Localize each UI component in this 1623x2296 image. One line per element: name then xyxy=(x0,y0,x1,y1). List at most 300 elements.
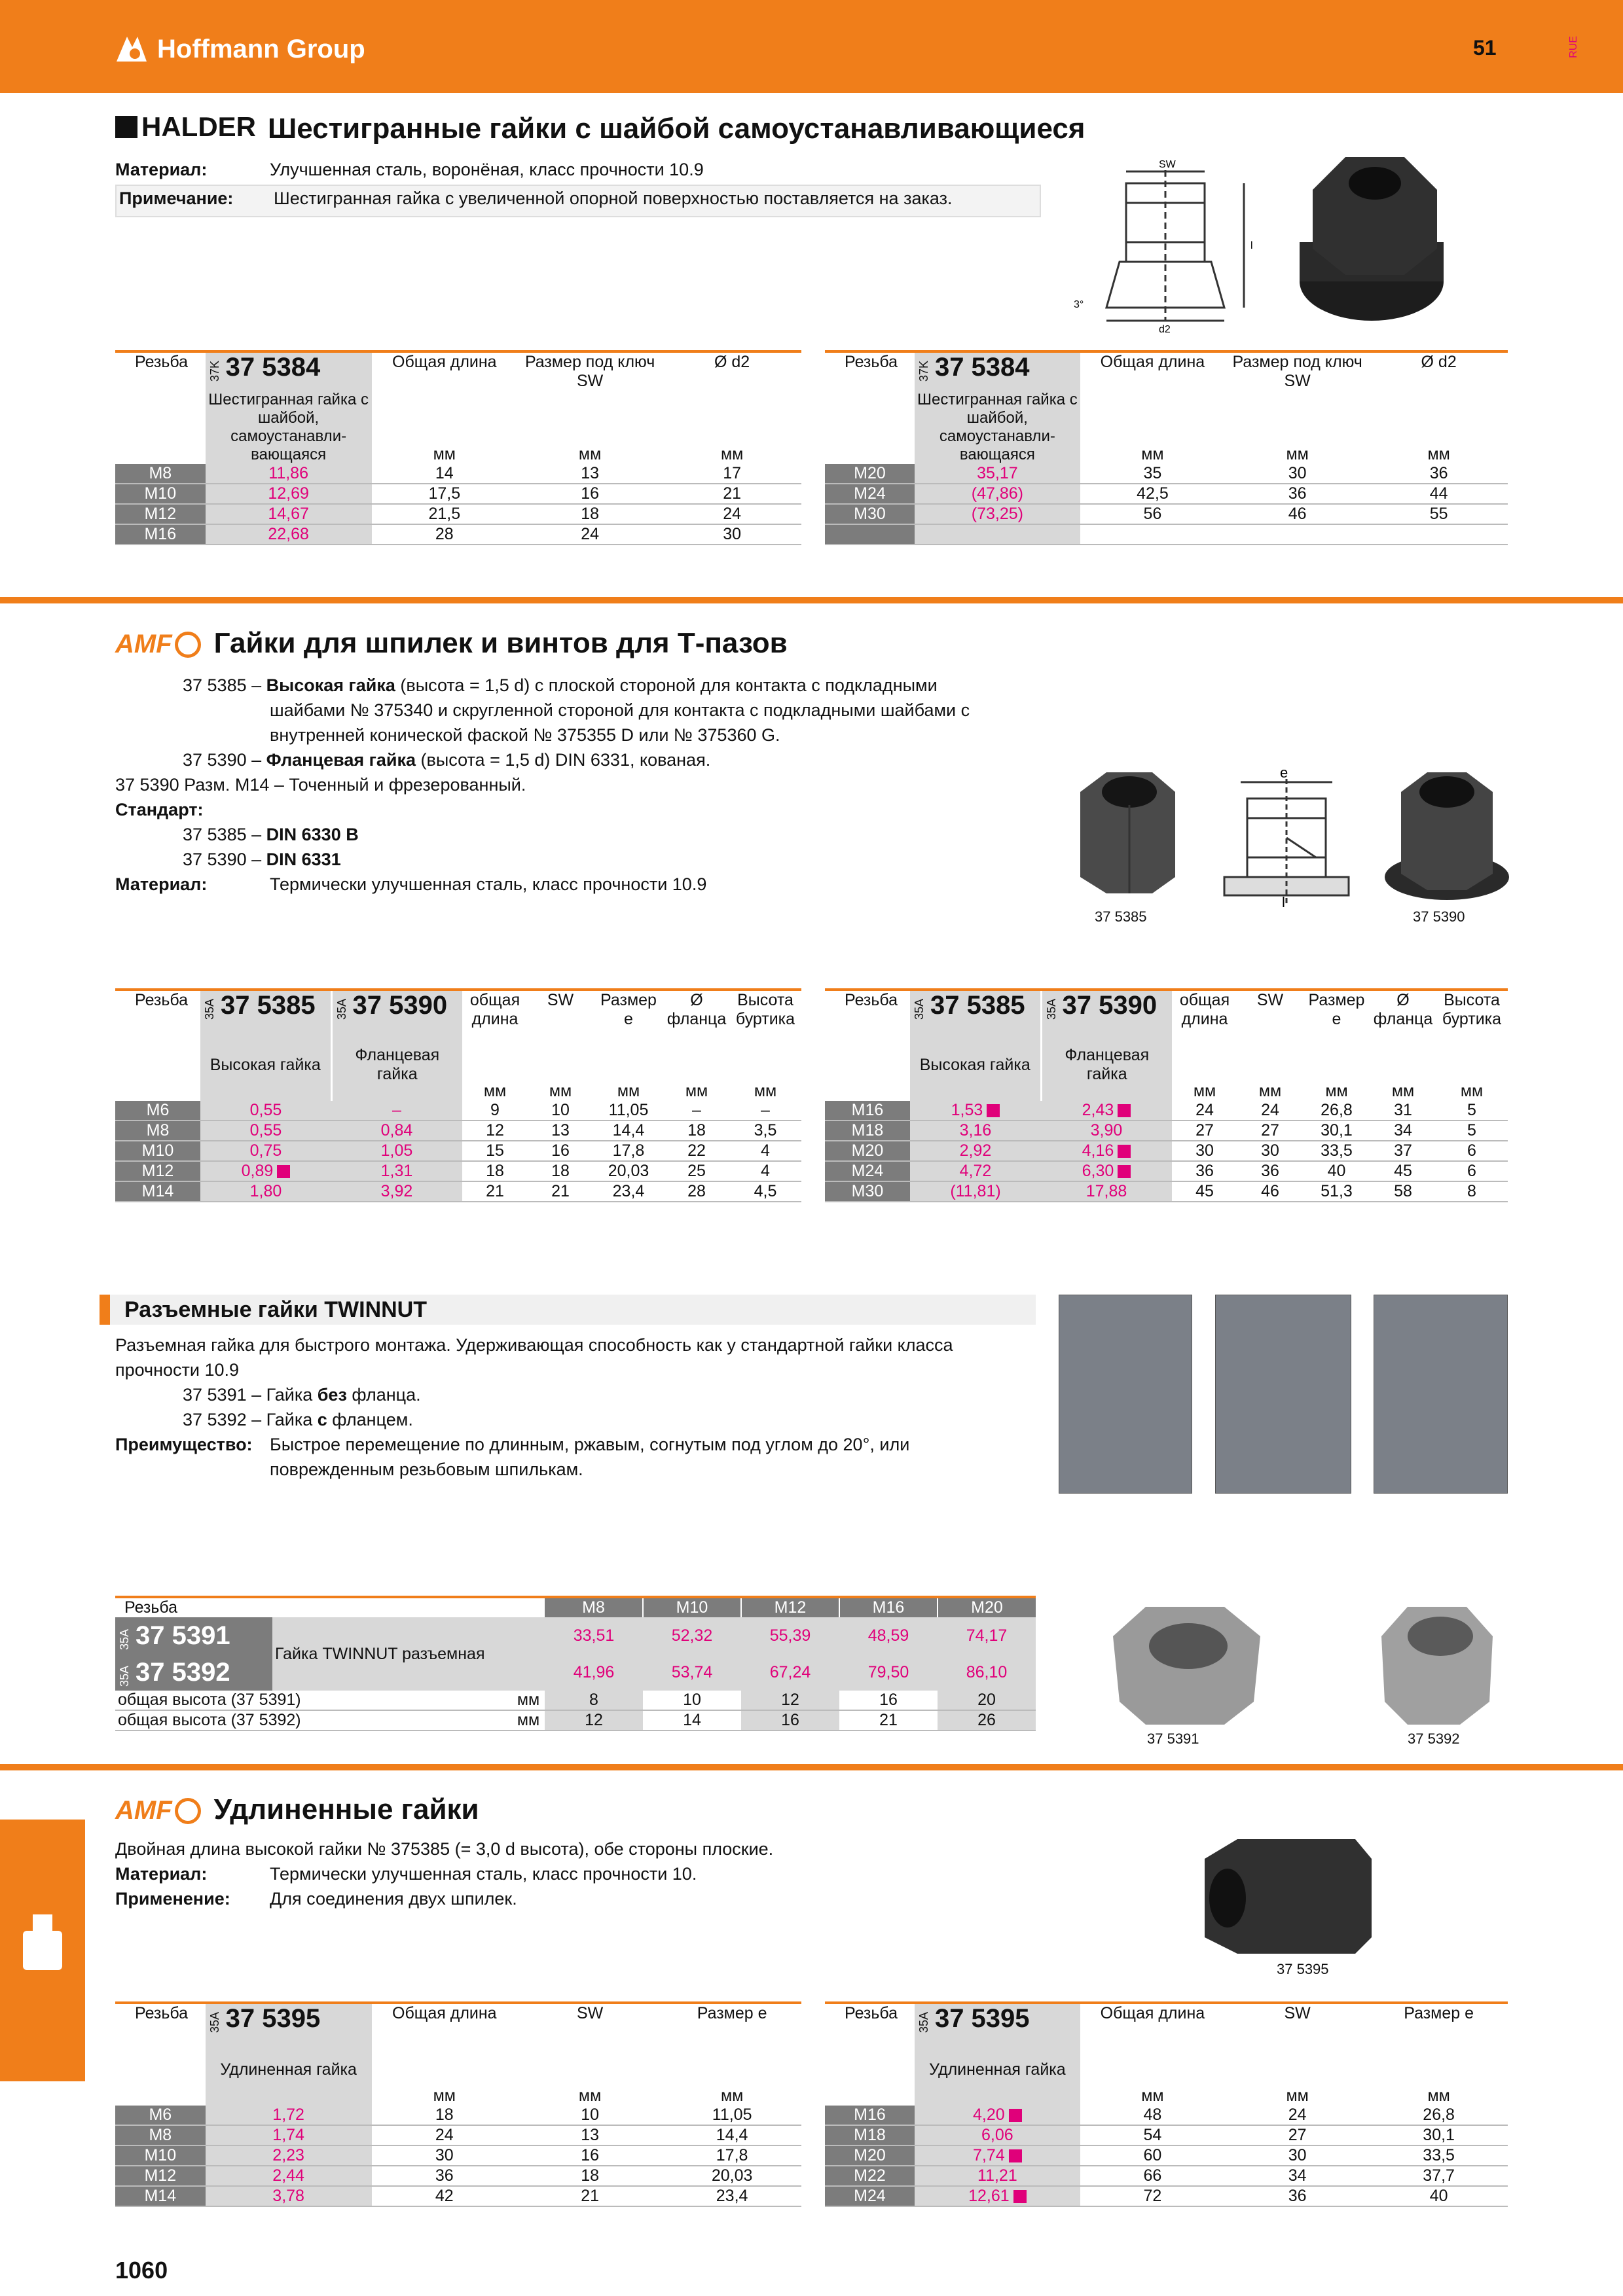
value: 37,7 xyxy=(1370,2166,1508,2186)
price: 2,92 xyxy=(910,1141,1041,1161)
d2-label: d2 xyxy=(1159,324,1171,334)
caption-375385: 37 5385 xyxy=(1095,908,1147,925)
twinnut-375392-photo xyxy=(1362,1597,1506,1728)
table-row xyxy=(115,464,801,484)
col-length: общая длина xyxy=(462,990,528,1029)
material-text: Термически улучшенная сталь, класс прочности 10. xyxy=(270,1864,697,1884)
section4-heading xyxy=(115,1793,479,1826)
value: 20 xyxy=(938,1691,1036,1710)
value: – xyxy=(729,1101,801,1121)
price-text: 2,43 xyxy=(1082,1101,1114,1119)
table-375384-right xyxy=(825,350,1508,545)
price: 11,86 xyxy=(206,464,372,484)
value: 36 xyxy=(1225,484,1370,504)
value: 45 xyxy=(1370,1161,1436,1181)
col-collar-height: Высота буртика xyxy=(1436,990,1508,1029)
twinnut-photo-3 xyxy=(1374,1295,1508,1494)
thread-size: M6 xyxy=(115,1101,200,1121)
value: 30 xyxy=(1225,2145,1370,2166)
table-row xyxy=(115,2166,801,2186)
unit: мм xyxy=(578,445,602,463)
price: 4,72 xyxy=(910,1161,1041,1181)
value: 33,5 xyxy=(1370,2145,1508,2166)
price: 17,88 xyxy=(1041,1181,1172,1202)
value xyxy=(1225,524,1370,545)
thread-size: M8 xyxy=(115,1121,200,1141)
value: 24 xyxy=(663,504,801,524)
section2-title: Гайки для шпилек и винтов для Т-пазов xyxy=(213,627,788,659)
thread-size: M10 xyxy=(115,2145,206,2166)
table-row xyxy=(825,1121,1508,1141)
price: 0,55 xyxy=(200,1101,331,1121)
price-text: 6,30 xyxy=(1082,1162,1114,1180)
value: 16 xyxy=(528,1141,593,1161)
price: 0,84 xyxy=(331,1121,462,1141)
value xyxy=(1080,524,1225,545)
thread-size: M6 xyxy=(115,2106,206,2125)
value: – xyxy=(664,1101,729,1121)
col-e: Размер e xyxy=(593,990,664,1029)
tag: 35A xyxy=(208,2012,221,2034)
divider xyxy=(0,1764,1623,1770)
price-text: 7,74 xyxy=(973,2146,1005,2164)
article-number: 37 5385 xyxy=(221,991,316,1020)
value: 27 xyxy=(1237,1121,1303,1141)
value: 58 xyxy=(1370,1181,1436,1202)
price: 1,31 xyxy=(331,1161,462,1181)
price xyxy=(915,2186,1080,2206)
unit: мм xyxy=(617,1082,640,1100)
unit: мм xyxy=(1427,2087,1450,2105)
value: 23,4 xyxy=(663,2186,801,2206)
table-row xyxy=(115,1161,801,1181)
note-text: Шестигранная гайка с увеличенной опорной поверхностью поставляется на заказ. xyxy=(274,188,953,208)
price: 1,80 xyxy=(200,1181,331,1202)
size-header: M12 xyxy=(741,1597,839,1617)
price-text: 0,89 xyxy=(241,1162,274,1180)
value: 24 xyxy=(1172,1101,1237,1121)
unit: мм xyxy=(1258,1082,1282,1100)
value: 14,4 xyxy=(593,1121,664,1141)
article-number: 37 5390 xyxy=(352,991,448,1020)
article-number: 37 5384 xyxy=(225,353,321,382)
col-d2: Ø d2 xyxy=(1370,351,1508,391)
value: 27 xyxy=(1225,2125,1370,2145)
value: 30 xyxy=(1225,464,1370,484)
desc: Шестигранная гайка с шайбой, самоустанавли-вающаяся xyxy=(206,391,372,464)
tag: 35A xyxy=(118,1628,131,1650)
unit: мм xyxy=(512,1710,545,1731)
tag: 35A xyxy=(203,999,216,1020)
price: 2,44 xyxy=(206,2166,372,2186)
table-row xyxy=(825,504,1508,524)
desc: Гайка TWINNUT разъемная xyxy=(272,1617,545,1691)
page-number: 51 xyxy=(1473,36,1497,60)
price: 1,72 xyxy=(206,2106,372,2125)
table-row xyxy=(115,2125,801,2145)
line: Разъемная гайка для быстрого монтажа. Удерживающая способность как у стандартной гайки класса xyxy=(115,1335,953,1355)
value: 23,4 xyxy=(593,1181,664,1202)
price-text: 4,20 xyxy=(973,2106,1005,2124)
unit: мм xyxy=(1460,1082,1484,1100)
line: шайбами № 375340 и скругленной стороной для контакта с подкладными шайбами с xyxy=(270,700,970,720)
value: 17,5 xyxy=(372,484,517,504)
table-375384-left xyxy=(115,350,801,545)
table-row xyxy=(115,1141,801,1161)
value: 42,5 xyxy=(1080,484,1225,504)
value: 24 xyxy=(517,524,663,545)
col-length: Общая длина xyxy=(1080,2003,1225,2034)
size-header: M10 xyxy=(643,1597,741,1617)
value: 40 xyxy=(1303,1161,1370,1181)
price: 1,05 xyxy=(331,1141,462,1161)
col-sw: SW xyxy=(1237,990,1303,1029)
value: 13 xyxy=(528,1121,593,1141)
article-number: 37 5390 xyxy=(1062,991,1158,1020)
price: 14,67 xyxy=(206,504,372,524)
brand-logo xyxy=(115,33,365,65)
caption-375390: 37 5390 xyxy=(1413,908,1465,925)
value xyxy=(1370,524,1508,545)
thread-size: M14 xyxy=(115,1181,200,1202)
value: 36 xyxy=(1172,1161,1237,1181)
amf-circle-icon xyxy=(175,1798,201,1824)
unit: мм xyxy=(433,2087,456,2105)
value: 18 xyxy=(517,504,663,524)
value: 30 xyxy=(1172,1141,1237,1161)
tag: 35A xyxy=(118,1665,131,1687)
value: 5 xyxy=(1436,1121,1508,1141)
value: 3,5 xyxy=(729,1121,801,1141)
price-text: 12,61 xyxy=(968,2187,1010,2205)
material-label: Материал: xyxy=(115,874,208,894)
price: (11,81) xyxy=(910,1181,1041,1202)
thread-size: M24 xyxy=(825,1161,910,1181)
value: 24 xyxy=(1237,1101,1303,1121)
col-length: общая длина xyxy=(1172,990,1237,1029)
col-length: Общая длина xyxy=(372,2003,517,2034)
line: с xyxy=(317,1410,327,1429)
amf-brand-text: AMF xyxy=(115,630,172,658)
price: (73,25) xyxy=(915,504,1080,524)
application-label: Применение: xyxy=(115,1889,230,1909)
price: 12,69 xyxy=(206,484,372,504)
size-header: M20 xyxy=(938,1597,1036,1617)
table-row xyxy=(825,484,1508,504)
unit: мм xyxy=(720,445,744,463)
col-thread: Резьба xyxy=(825,2003,915,2034)
thread-size: M10 xyxy=(115,484,206,504)
value: 10 xyxy=(517,2106,663,2125)
l-label: l xyxy=(1282,894,1285,910)
table-row xyxy=(115,484,801,504)
section4-title: Удлиненные гайки xyxy=(213,1793,479,1825)
high-nut-photo xyxy=(1067,766,1185,897)
value: 4,5 xyxy=(729,1181,801,1202)
line: 37 5385 – xyxy=(183,675,262,695)
thread-size: M12 xyxy=(115,504,206,524)
section1-note xyxy=(115,185,1041,217)
line: 37 5390 – xyxy=(183,750,262,770)
value: 11,05 xyxy=(593,1101,664,1121)
order-marker-icon xyxy=(1013,2190,1027,2203)
value: 28 xyxy=(664,1181,729,1202)
thread-size: M20 xyxy=(825,464,915,484)
unit: мм xyxy=(512,1691,545,1710)
thread-size: M12 xyxy=(115,2166,206,2186)
long-nut-photo xyxy=(1198,1833,1375,1957)
value: 21 xyxy=(528,1181,593,1202)
value: 5 xyxy=(1436,1101,1508,1121)
unit: мм xyxy=(1141,445,1164,463)
line: 37 5390 Разм. M14 – Точенный и фрезерованный. xyxy=(115,775,526,795)
price: 0,55 xyxy=(200,1121,331,1141)
value: 12 xyxy=(741,1691,839,1710)
table-375395-right xyxy=(825,2001,1508,2207)
value: 40 xyxy=(1370,2186,1508,2206)
thread-size: M24 xyxy=(825,2186,915,2206)
sw-label: SW xyxy=(1159,159,1176,170)
table-row xyxy=(825,1141,1508,1161)
value: 34 xyxy=(1225,2166,1370,2186)
tag: 35A xyxy=(1044,999,1058,1020)
e-label: e xyxy=(1280,764,1288,781)
thread-size: M20 xyxy=(825,2145,915,2166)
unit: мм xyxy=(685,1082,708,1100)
table-375385-left xyxy=(115,988,801,1202)
col-thread: Резьба xyxy=(115,351,206,391)
nut-side-icon xyxy=(20,1911,65,1977)
value: 21 xyxy=(517,2186,663,2206)
table-row xyxy=(825,464,1508,484)
value: 20,03 xyxy=(663,2166,801,2186)
value: 4 xyxy=(729,1141,801,1161)
col-thread: Резьба xyxy=(115,990,200,1029)
article-number: 37 5395 xyxy=(225,2004,321,2033)
unit: мм xyxy=(578,2087,602,2105)
value: 13 xyxy=(517,2125,663,2145)
value: 34 xyxy=(1370,1121,1436,1141)
line: DIN 6331 xyxy=(266,850,341,869)
flange-nut-photo xyxy=(1381,766,1512,903)
thread-size: M24 xyxy=(825,484,915,504)
section3-title: Разъемные гайки TWINNUT xyxy=(100,1295,1036,1325)
value: 18 xyxy=(528,1161,593,1181)
col-e: Размер e xyxy=(1303,990,1370,1029)
price: 52,32 xyxy=(643,1617,741,1654)
value: 20,03 xyxy=(593,1161,664,1181)
value: 6 xyxy=(1436,1161,1508,1181)
tag: 35A xyxy=(335,999,348,1020)
price: 11,21 xyxy=(915,2166,1080,2186)
price xyxy=(915,2106,1080,2125)
line: без xyxy=(317,1385,347,1405)
amf-logo xyxy=(115,630,201,659)
line: фланца. xyxy=(346,1385,421,1405)
price: 33,51 xyxy=(545,1617,643,1654)
unit: мм xyxy=(1141,2087,1164,2105)
col-sw: SW xyxy=(1225,2003,1370,2034)
brand-name: Hoffmann Group xyxy=(157,34,365,63)
value: 28 xyxy=(372,524,517,545)
price: 55,39 xyxy=(741,1617,839,1654)
value: 30 xyxy=(372,2145,517,2166)
col-sw: SW xyxy=(528,990,593,1029)
value: 66 xyxy=(1080,2166,1225,2186)
col-length: Общая длина xyxy=(372,351,517,391)
value: 26,8 xyxy=(1370,2106,1508,2125)
thread-size: M8 xyxy=(115,464,206,484)
price: 3,90 xyxy=(1041,1121,1172,1141)
price xyxy=(915,524,1080,545)
note-label: Примечание: xyxy=(119,188,234,208)
desc: Удлиненная гайка xyxy=(915,2034,1080,2106)
line: фланцем. xyxy=(327,1410,413,1429)
twinnut-photo-2 xyxy=(1215,1295,1351,1494)
section2-heading xyxy=(115,627,788,660)
line: 37 5385 – xyxy=(183,825,262,844)
value: 24 xyxy=(1225,2106,1370,2125)
l-label: l xyxy=(1250,240,1253,251)
thread-size: M22 xyxy=(825,2166,915,2186)
value: 46 xyxy=(1237,1181,1303,1202)
twinnut-photo-1 xyxy=(1059,1295,1192,1494)
unit: мм xyxy=(1193,1082,1216,1100)
hoffmann-logo-icon xyxy=(115,33,148,65)
value: 17 xyxy=(663,464,801,484)
table-375385-right xyxy=(825,988,1508,1202)
value: 21 xyxy=(462,1181,528,1202)
caption-375395: 37 5395 xyxy=(1277,1961,1329,1977)
value: 60 xyxy=(1080,2145,1225,2166)
height-label: общая высота (37 5392) xyxy=(115,1710,512,1731)
price xyxy=(910,1101,1041,1121)
table-row xyxy=(115,1101,801,1121)
price xyxy=(1041,1141,1172,1161)
table-row xyxy=(825,1161,1508,1181)
value: 17,8 xyxy=(593,1141,664,1161)
value: 36 xyxy=(372,2166,517,2186)
value: 13 xyxy=(517,464,663,484)
col-thread: Резьба xyxy=(825,990,910,1029)
line: DIN 6330 B xyxy=(266,825,359,844)
amf-brand-text: AMF xyxy=(115,1796,172,1825)
tag: 35A xyxy=(917,2012,930,2034)
table-row xyxy=(825,2145,1508,2166)
nut-cross-section xyxy=(1218,759,1362,910)
article-number: 37 5395 xyxy=(934,2004,1030,2033)
line: поврежденным резьбовым шпилькам. xyxy=(270,1460,583,1479)
halder-square-icon xyxy=(115,116,137,138)
desc: Фланцевая гайка xyxy=(331,1029,462,1101)
value: 18 xyxy=(372,2106,517,2125)
thread-size: M16 xyxy=(115,524,206,545)
thread-size xyxy=(825,524,915,545)
col-thread: Резьба xyxy=(825,351,915,391)
table-row xyxy=(115,2145,801,2166)
table-row xyxy=(825,1101,1508,1121)
thread-size: M8 xyxy=(115,2125,206,2145)
value: 10 xyxy=(528,1101,593,1121)
value: 26 xyxy=(938,1710,1036,1731)
standard-label: Стандарт: xyxy=(115,800,204,819)
unit: мм xyxy=(1325,1082,1348,1100)
table-row xyxy=(825,1181,1508,1202)
tag: 35A xyxy=(913,999,926,1020)
desc: Шестигранная гайка с шайбой, самоустанавли-вающаяся xyxy=(915,391,1080,464)
value: 26,8 xyxy=(1303,1101,1370,1121)
value: 30,1 xyxy=(1370,2125,1508,2145)
value: 45 xyxy=(1172,1181,1237,1202)
order-marker-icon xyxy=(1118,1145,1131,1158)
desc: Фланцевая гайка xyxy=(1041,1029,1172,1101)
value: 22 xyxy=(664,1141,729,1161)
twinnut-375391-photo xyxy=(1100,1597,1270,1728)
line: 37 5391 – Гайка xyxy=(183,1385,318,1405)
caption-375392: 37 5392 xyxy=(1408,1731,1460,1747)
value: 44 xyxy=(1370,484,1508,504)
table-row xyxy=(115,2186,801,2206)
line: (высота = 1,5 d) с плоской стороной для контакта с подкладными xyxy=(400,675,938,695)
halder-logo xyxy=(115,111,256,143)
value: 56 xyxy=(1080,504,1225,524)
angle-label: 3° xyxy=(1074,299,1084,310)
value: 9 xyxy=(462,1101,528,1121)
price: 79,50 xyxy=(839,1654,938,1691)
col-d2: Ø d2 xyxy=(663,351,801,391)
thread-size: M20 xyxy=(825,1141,910,1161)
table-row xyxy=(115,1181,801,1202)
caption-375391: 37 5391 xyxy=(1147,1731,1199,1747)
price xyxy=(1041,1161,1172,1181)
col-thread: Резьба xyxy=(115,2003,206,2034)
col-length: Общая длина xyxy=(1080,351,1225,391)
advantage-label: Преимущество: xyxy=(115,1435,253,1454)
value: 42 xyxy=(372,2186,517,2206)
value: 14 xyxy=(372,464,517,484)
price: 67,24 xyxy=(741,1654,839,1691)
value: 12 xyxy=(462,1121,528,1141)
article-number: 37 5392 xyxy=(136,1657,230,1687)
order-marker-icon xyxy=(1009,2149,1022,2162)
thread-size: M16 xyxy=(825,2106,915,2125)
price: 6,06 xyxy=(915,2125,1080,2145)
value: 11,05 xyxy=(663,2106,801,2125)
line: (высота = 1,5 d) DIN 6331, кованая. xyxy=(420,750,711,770)
price xyxy=(1041,1101,1172,1121)
amf-circle-icon xyxy=(175,632,201,658)
material-label: Материал: xyxy=(115,160,208,179)
nut-drawing xyxy=(1061,157,1277,334)
material-label: Материал: xyxy=(115,1864,208,1884)
unit: мм xyxy=(1427,445,1450,463)
value: 54 xyxy=(1080,2125,1225,2145)
value: 27 xyxy=(1172,1121,1237,1141)
price: 3,92 xyxy=(331,1181,462,1202)
value: 35 xyxy=(1080,464,1225,484)
unit: мм xyxy=(483,1082,507,1100)
value: 33,5 xyxy=(1303,1141,1370,1161)
thread-size: M12 xyxy=(115,1161,200,1181)
amf-logo xyxy=(115,1796,201,1825)
section3-text xyxy=(115,1333,1051,1482)
value: 72 xyxy=(1080,2186,1225,2206)
section2-text xyxy=(115,673,1065,897)
section1-title: Шестигранные гайки с шайбой самоустанавливающиеся xyxy=(268,113,1085,145)
line: прочности 10.9 xyxy=(115,1360,240,1380)
unit: мм xyxy=(720,2087,744,2105)
line: Фланцевая гайка xyxy=(266,750,416,770)
